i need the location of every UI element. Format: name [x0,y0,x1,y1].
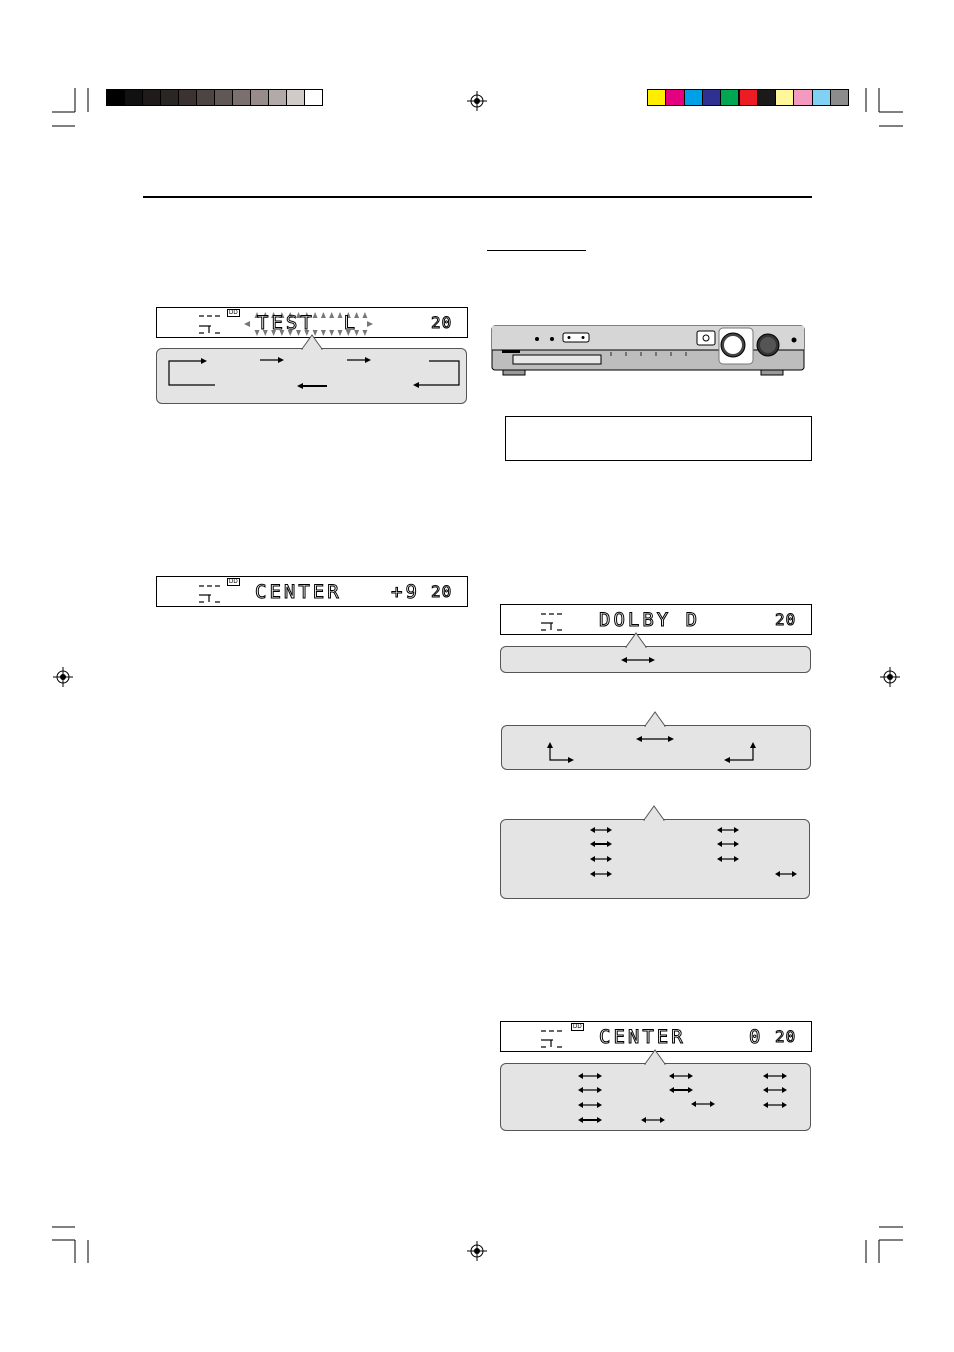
registration-target-top [467,91,487,111]
display-dolby [500,604,812,635]
color-swatch [160,89,179,106]
display-test-tone [156,307,468,338]
color-swatch [647,89,666,106]
double-arrow-icon [501,647,812,674]
color-swatch [250,89,269,106]
display-center-value: +9 [391,581,420,603]
color-swatch [286,89,305,106]
channel-level-panel [500,1063,811,1131]
color-swatch [702,89,721,106]
dolby-mode-panel [500,646,811,673]
note-box [505,416,812,461]
display-center-level [156,576,468,607]
receiver-front-panel-illustration [491,322,807,380]
display-center-zero-value: 0 [749,1026,764,1048]
callout-notch [644,806,664,820]
color-swatch [812,89,831,106]
header-rule [143,196,812,198]
color-swatch [214,89,233,106]
color-swatch [196,89,215,106]
speaker-setting-panel [500,819,810,899]
color-swatch [142,89,161,106]
registration-target-bottom [467,1241,487,1261]
registration-target-left [53,667,73,687]
callout-notch [645,1050,665,1064]
color-swatch [232,89,251,106]
color-swatch [720,89,739,106]
surround-mode-panel [501,725,811,770]
color-swatch [793,89,812,106]
test-tone-sequence-panel [156,348,467,404]
color-swatch [268,89,287,106]
callout-notch [626,633,646,647]
channel-level-arrows [501,1064,812,1132]
display-center-level-num: 20 [431,582,453,601]
display-center-zero [500,1021,812,1052]
color-swatch [304,89,323,106]
color-swatch [830,89,849,106]
color-swatch [178,89,197,106]
color-swatch [665,89,684,106]
color-swatch [775,89,794,106]
display-dolby-level: 20 [775,610,797,629]
surround-mode-arrows [502,726,812,771]
display-test-text: TEST L [257,312,359,334]
registration-target-right [880,667,900,687]
callout-notch [645,712,665,726]
color-swatch [106,89,125,106]
color-swatch [124,89,143,106]
sequence-arrows [157,349,468,405]
section-underline [487,250,586,251]
color-swatch [684,89,703,106]
display-center-text: CENTER [255,581,342,603]
display-test-level: 20 [431,313,453,332]
speaker-indicator-icon [537,609,587,633]
display-dolby-text: DOLBY D [599,609,701,631]
dd-mark: DD [573,1024,582,1030]
display-center-zero-text: CENTER [599,1026,686,1048]
callout-notch [302,335,322,349]
dd-mark: DD [229,579,238,585]
speaker-setting-arrows [501,820,811,900]
display-center-zero-level: 20 [775,1027,797,1046]
color-swatch [739,89,758,106]
dd-mark: DD [229,310,238,316]
color-swatch [757,89,776,106]
